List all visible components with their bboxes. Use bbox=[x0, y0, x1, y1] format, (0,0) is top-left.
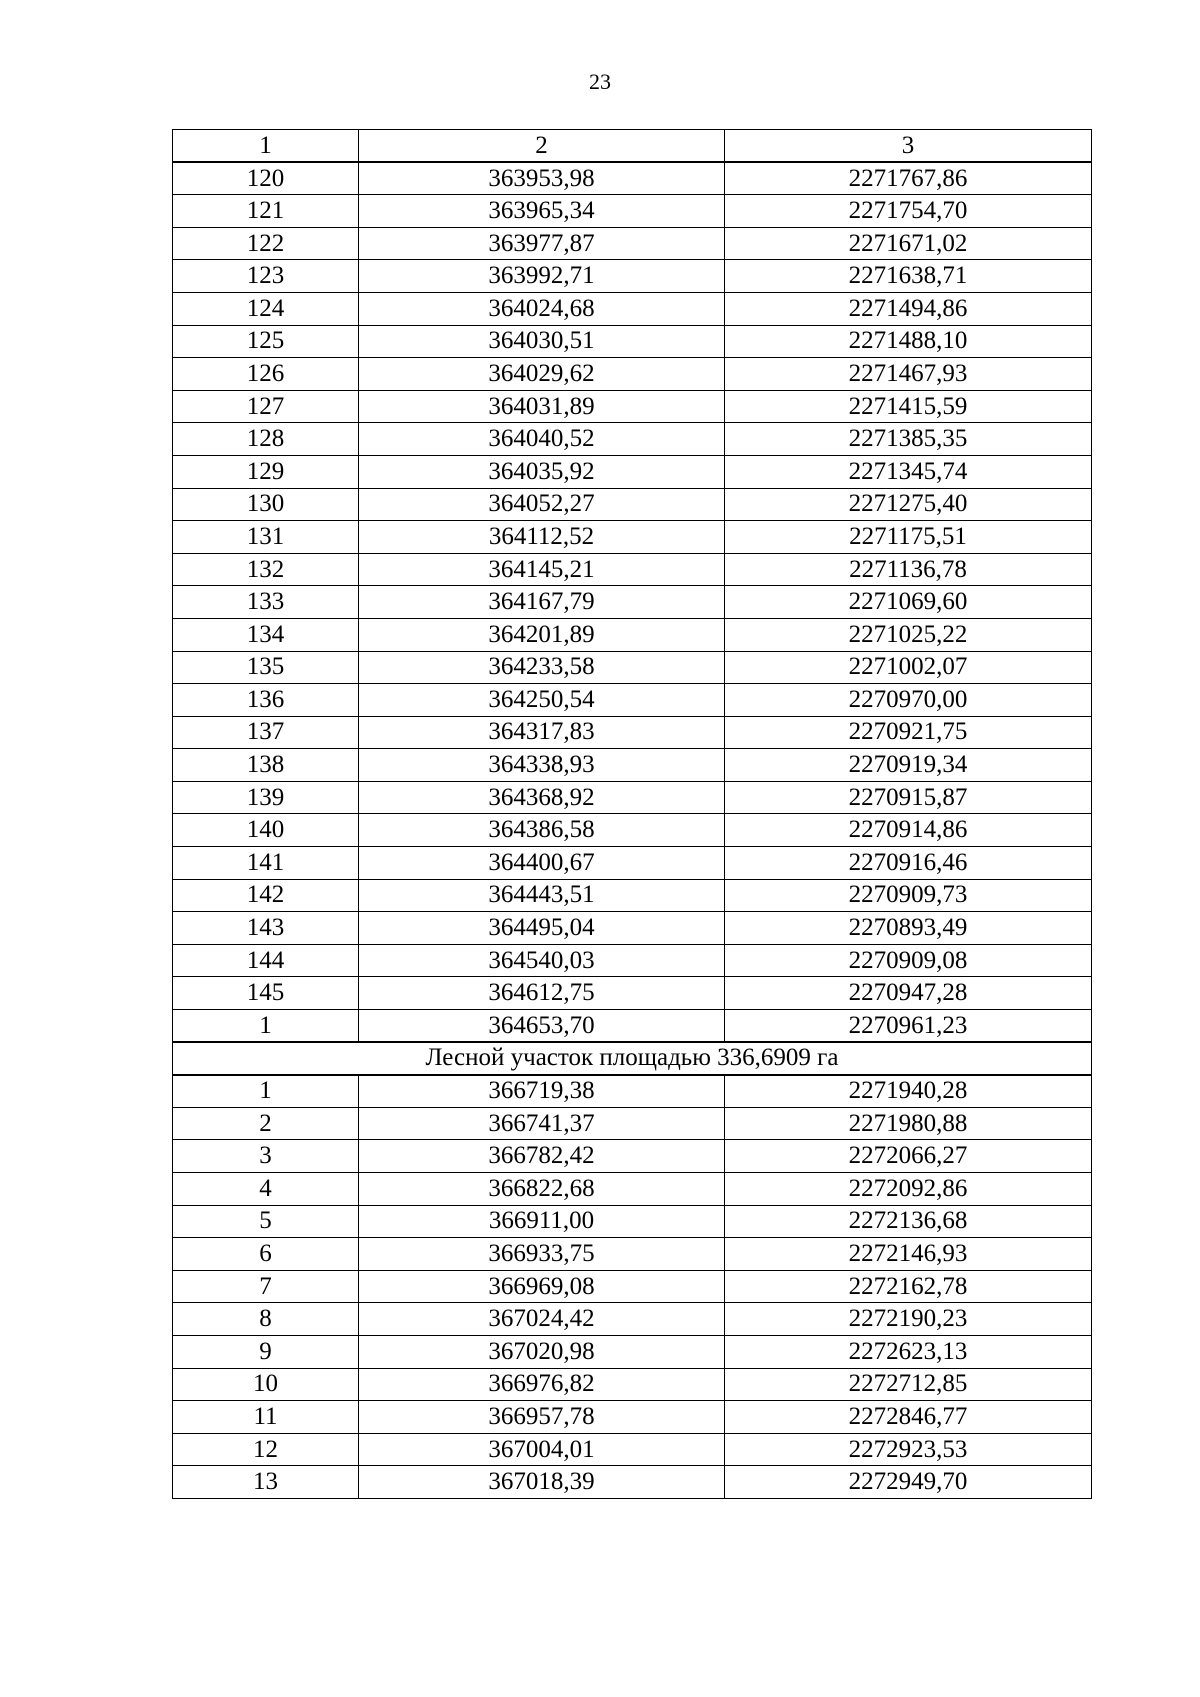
point-number-cell: 121 bbox=[173, 195, 359, 228]
y-coordinate-cell: 2270909,08 bbox=[725, 944, 1092, 977]
x-coordinate-cell: 366911,00 bbox=[359, 1205, 725, 1238]
point-number-cell: 13 bbox=[173, 1466, 359, 1499]
y-coordinate-cell: 2270893,49 bbox=[725, 912, 1092, 945]
point-number-cell: 124 bbox=[173, 292, 359, 325]
y-coordinate-cell: 2272623,13 bbox=[725, 1335, 1092, 1368]
column-header-y-coordinate: 3 bbox=[725, 130, 1092, 163]
table-row bbox=[173, 195, 1092, 228]
x-coordinate-cell: 364495,04 bbox=[359, 912, 725, 945]
y-coordinate-cell: 2271415,59 bbox=[725, 390, 1092, 423]
y-coordinate-cell: 2270970,00 bbox=[725, 684, 1092, 717]
y-coordinate-cell: 2271175,51 bbox=[725, 521, 1092, 554]
y-coordinate-cell: 2271345,74 bbox=[725, 455, 1092, 488]
x-coordinate-cell: 363992,71 bbox=[359, 260, 725, 293]
y-coordinate-cell: 2270947,28 bbox=[725, 977, 1092, 1010]
x-coordinate-cell: 364024,68 bbox=[359, 292, 725, 325]
point-number-cell: 5 bbox=[173, 1205, 359, 1238]
x-coordinate-cell: 366969,08 bbox=[359, 1270, 725, 1303]
y-coordinate-cell: 2271980,88 bbox=[725, 1107, 1092, 1140]
point-number-cell: 126 bbox=[173, 358, 359, 391]
x-coordinate-cell: 364233,58 bbox=[359, 651, 725, 684]
y-coordinate-cell: 2272846,77 bbox=[725, 1401, 1092, 1434]
table-row bbox=[173, 1205, 1092, 1238]
y-coordinate-cell: 2272923,53 bbox=[725, 1433, 1092, 1466]
table-row bbox=[173, 260, 1092, 293]
y-coordinate-cell: 2272146,93 bbox=[725, 1238, 1092, 1271]
table-row bbox=[173, 1335, 1092, 1368]
x-coordinate-cell: 366933,75 bbox=[359, 1238, 725, 1271]
point-number-cell: 130 bbox=[173, 488, 359, 521]
table-row bbox=[173, 912, 1092, 945]
y-coordinate-cell: 2272136,68 bbox=[725, 1205, 1092, 1238]
table-row bbox=[173, 423, 1092, 456]
x-coordinate-cell: 367020,98 bbox=[359, 1335, 725, 1368]
table-row bbox=[173, 944, 1092, 977]
point-number-cell: 9 bbox=[173, 1335, 359, 1368]
table-row bbox=[173, 292, 1092, 325]
x-coordinate-cell: 364167,79 bbox=[359, 586, 725, 619]
table-row bbox=[173, 358, 1092, 391]
table-row bbox=[173, 1466, 1092, 1499]
table-row bbox=[173, 227, 1092, 260]
table-row bbox=[173, 618, 1092, 651]
y-coordinate-cell: 2271136,78 bbox=[725, 553, 1092, 586]
table-row bbox=[173, 684, 1092, 717]
point-number-cell: 7 bbox=[173, 1270, 359, 1303]
point-number-cell: 131 bbox=[173, 521, 359, 554]
point-number-cell: 127 bbox=[173, 390, 359, 423]
point-number-cell: 136 bbox=[173, 684, 359, 717]
table-header-row bbox=[173, 130, 1092, 163]
page-number: 23 bbox=[589, 69, 611, 94]
point-number-cell: 129 bbox=[173, 455, 359, 488]
x-coordinate-cell: 364201,89 bbox=[359, 618, 725, 651]
x-coordinate-cell: 364368,92 bbox=[359, 781, 725, 814]
point-number-cell: 10 bbox=[173, 1368, 359, 1401]
y-coordinate-cell: 2270916,46 bbox=[725, 847, 1092, 880]
x-coordinate-cell: 364400,67 bbox=[359, 847, 725, 880]
point-number-cell: 122 bbox=[173, 227, 359, 260]
point-number-cell: 1 bbox=[173, 1010, 359, 1043]
point-number-cell: 1 bbox=[173, 1075, 359, 1108]
x-coordinate-cell: 367024,42 bbox=[359, 1303, 725, 1336]
point-number-cell: 144 bbox=[173, 944, 359, 977]
x-coordinate-cell: 363977,87 bbox=[359, 227, 725, 260]
y-coordinate-cell: 2271025,22 bbox=[725, 618, 1092, 651]
table-row bbox=[173, 716, 1092, 749]
table-row bbox=[173, 390, 1092, 423]
x-coordinate-cell: 364386,58 bbox=[359, 814, 725, 847]
y-coordinate-cell: 2270914,86 bbox=[725, 814, 1092, 847]
x-coordinate-cell: 363965,34 bbox=[359, 195, 725, 228]
point-number-cell: 145 bbox=[173, 977, 359, 1010]
point-number-cell: 3 bbox=[173, 1140, 359, 1173]
point-number-cell: 120 bbox=[173, 162, 359, 195]
x-coordinate-cell: 364031,89 bbox=[359, 390, 725, 423]
x-coordinate-cell: 367004,01 bbox=[359, 1433, 725, 1466]
table-row bbox=[173, 1140, 1092, 1173]
point-number-cell: 8 bbox=[173, 1303, 359, 1336]
y-coordinate-cell: 2271488,10 bbox=[725, 325, 1092, 358]
point-number-cell: 137 bbox=[173, 716, 359, 749]
table-row bbox=[173, 586, 1092, 619]
point-number-cell: 139 bbox=[173, 781, 359, 814]
y-coordinate-cell: 2270915,87 bbox=[725, 781, 1092, 814]
table-row bbox=[173, 814, 1092, 847]
x-coordinate-cell: 366822,68 bbox=[359, 1173, 725, 1206]
point-number-cell: 142 bbox=[173, 879, 359, 912]
coordinates-table bbox=[172, 129, 1092, 1499]
point-number-cell: 128 bbox=[173, 423, 359, 456]
y-coordinate-cell: 2272190,23 bbox=[725, 1303, 1092, 1336]
x-coordinate-cell: 364338,93 bbox=[359, 749, 725, 782]
x-coordinate-cell: 364612,75 bbox=[359, 977, 725, 1010]
point-number-cell: 132 bbox=[173, 553, 359, 586]
table-row bbox=[173, 879, 1092, 912]
x-coordinate-cell: 364040,52 bbox=[359, 423, 725, 456]
column-header-point-number: 1 bbox=[173, 130, 359, 163]
y-coordinate-cell: 2271494,86 bbox=[725, 292, 1092, 325]
point-number-cell: 133 bbox=[173, 586, 359, 619]
y-coordinate-cell: 2271940,28 bbox=[725, 1075, 1092, 1108]
point-number-cell: 4 bbox=[173, 1173, 359, 1206]
table-row bbox=[173, 1173, 1092, 1206]
x-coordinate-cell: 364250,54 bbox=[359, 684, 725, 717]
table-row bbox=[173, 1075, 1092, 1108]
y-coordinate-cell: 2272092,86 bbox=[725, 1173, 1092, 1206]
section-title: Лесной участок площадью 336,6909 га bbox=[173, 1042, 1092, 1075]
point-number-cell: 134 bbox=[173, 618, 359, 651]
y-coordinate-cell: 2270961,23 bbox=[725, 1010, 1092, 1043]
x-coordinate-cell: 364653,70 bbox=[359, 1010, 725, 1043]
y-coordinate-cell: 2271467,93 bbox=[725, 358, 1092, 391]
x-coordinate-cell: 366741,37 bbox=[359, 1107, 725, 1140]
x-coordinate-cell: 367018,39 bbox=[359, 1466, 725, 1499]
point-number-cell: 6 bbox=[173, 1238, 359, 1271]
x-coordinate-cell: 364052,27 bbox=[359, 488, 725, 521]
x-coordinate-cell: 366976,82 bbox=[359, 1368, 725, 1401]
y-coordinate-cell: 2271385,35 bbox=[725, 423, 1092, 456]
x-coordinate-cell: 364317,83 bbox=[359, 716, 725, 749]
x-coordinate-cell: 364030,51 bbox=[359, 325, 725, 358]
table-row bbox=[173, 781, 1092, 814]
table-row bbox=[173, 1303, 1092, 1336]
x-coordinate-cell: 364540,03 bbox=[359, 944, 725, 977]
table-row bbox=[173, 1433, 1092, 1466]
point-number-cell: 141 bbox=[173, 847, 359, 880]
section-title-row bbox=[173, 1042, 1092, 1075]
point-number-cell: 2 bbox=[173, 1107, 359, 1140]
y-coordinate-cell: 2271671,02 bbox=[725, 227, 1092, 260]
y-coordinate-cell: 2272066,27 bbox=[725, 1140, 1092, 1173]
table-row bbox=[173, 325, 1092, 358]
x-coordinate-cell: 364035,92 bbox=[359, 455, 725, 488]
y-coordinate-cell: 2270909,73 bbox=[725, 879, 1092, 912]
table-row bbox=[173, 553, 1092, 586]
y-coordinate-cell: 2270921,75 bbox=[725, 716, 1092, 749]
y-coordinate-cell: 2270919,34 bbox=[725, 749, 1092, 782]
y-coordinate-cell: 2272712,85 bbox=[725, 1368, 1092, 1401]
x-coordinate-cell: 364145,21 bbox=[359, 553, 725, 586]
y-coordinate-cell: 2271275,40 bbox=[725, 488, 1092, 521]
y-coordinate-cell: 2271754,70 bbox=[725, 195, 1092, 228]
table-row bbox=[173, 977, 1092, 1010]
table-row bbox=[173, 1401, 1092, 1434]
table-row bbox=[173, 488, 1092, 521]
point-number-cell: 123 bbox=[173, 260, 359, 293]
point-number-cell: 125 bbox=[173, 325, 359, 358]
y-coordinate-cell: 2271767,86 bbox=[725, 162, 1092, 195]
y-coordinate-cell: 2271002,07 bbox=[725, 651, 1092, 684]
table-row bbox=[173, 521, 1092, 554]
point-number-cell: 143 bbox=[173, 912, 359, 945]
table-row bbox=[173, 455, 1092, 488]
table-row bbox=[173, 1270, 1092, 1303]
table-row bbox=[173, 749, 1092, 782]
y-coordinate-cell: 2271638,71 bbox=[725, 260, 1092, 293]
table-row bbox=[173, 1010, 1092, 1043]
x-coordinate-cell: 363953,98 bbox=[359, 162, 725, 195]
table-row bbox=[173, 847, 1092, 880]
table-row bbox=[173, 1107, 1092, 1140]
point-number-cell: 135 bbox=[173, 651, 359, 684]
y-coordinate-cell: 2272949,70 bbox=[725, 1466, 1092, 1499]
column-header-x-coordinate: 2 bbox=[359, 130, 725, 163]
x-coordinate-cell: 364112,52 bbox=[359, 521, 725, 554]
x-coordinate-cell: 366719,38 bbox=[359, 1075, 725, 1108]
table-row bbox=[173, 1238, 1092, 1271]
x-coordinate-cell: 366782,42 bbox=[359, 1140, 725, 1173]
y-coordinate-cell: 2272162,78 bbox=[725, 1270, 1092, 1303]
point-number-cell: 11 bbox=[173, 1401, 359, 1434]
table-row bbox=[173, 1368, 1092, 1401]
table-row bbox=[173, 651, 1092, 684]
x-coordinate-cell: 364443,51 bbox=[359, 879, 725, 912]
x-coordinate-cell: 366957,78 bbox=[359, 1401, 725, 1434]
point-number-cell: 138 bbox=[173, 749, 359, 782]
coordinates-table-body bbox=[173, 130, 1092, 1499]
point-number-cell: 12 bbox=[173, 1433, 359, 1466]
y-coordinate-cell: 2271069,60 bbox=[725, 586, 1092, 619]
table-row bbox=[173, 162, 1092, 195]
point-number-cell: 140 bbox=[173, 814, 359, 847]
x-coordinate-cell: 364029,62 bbox=[359, 358, 725, 391]
